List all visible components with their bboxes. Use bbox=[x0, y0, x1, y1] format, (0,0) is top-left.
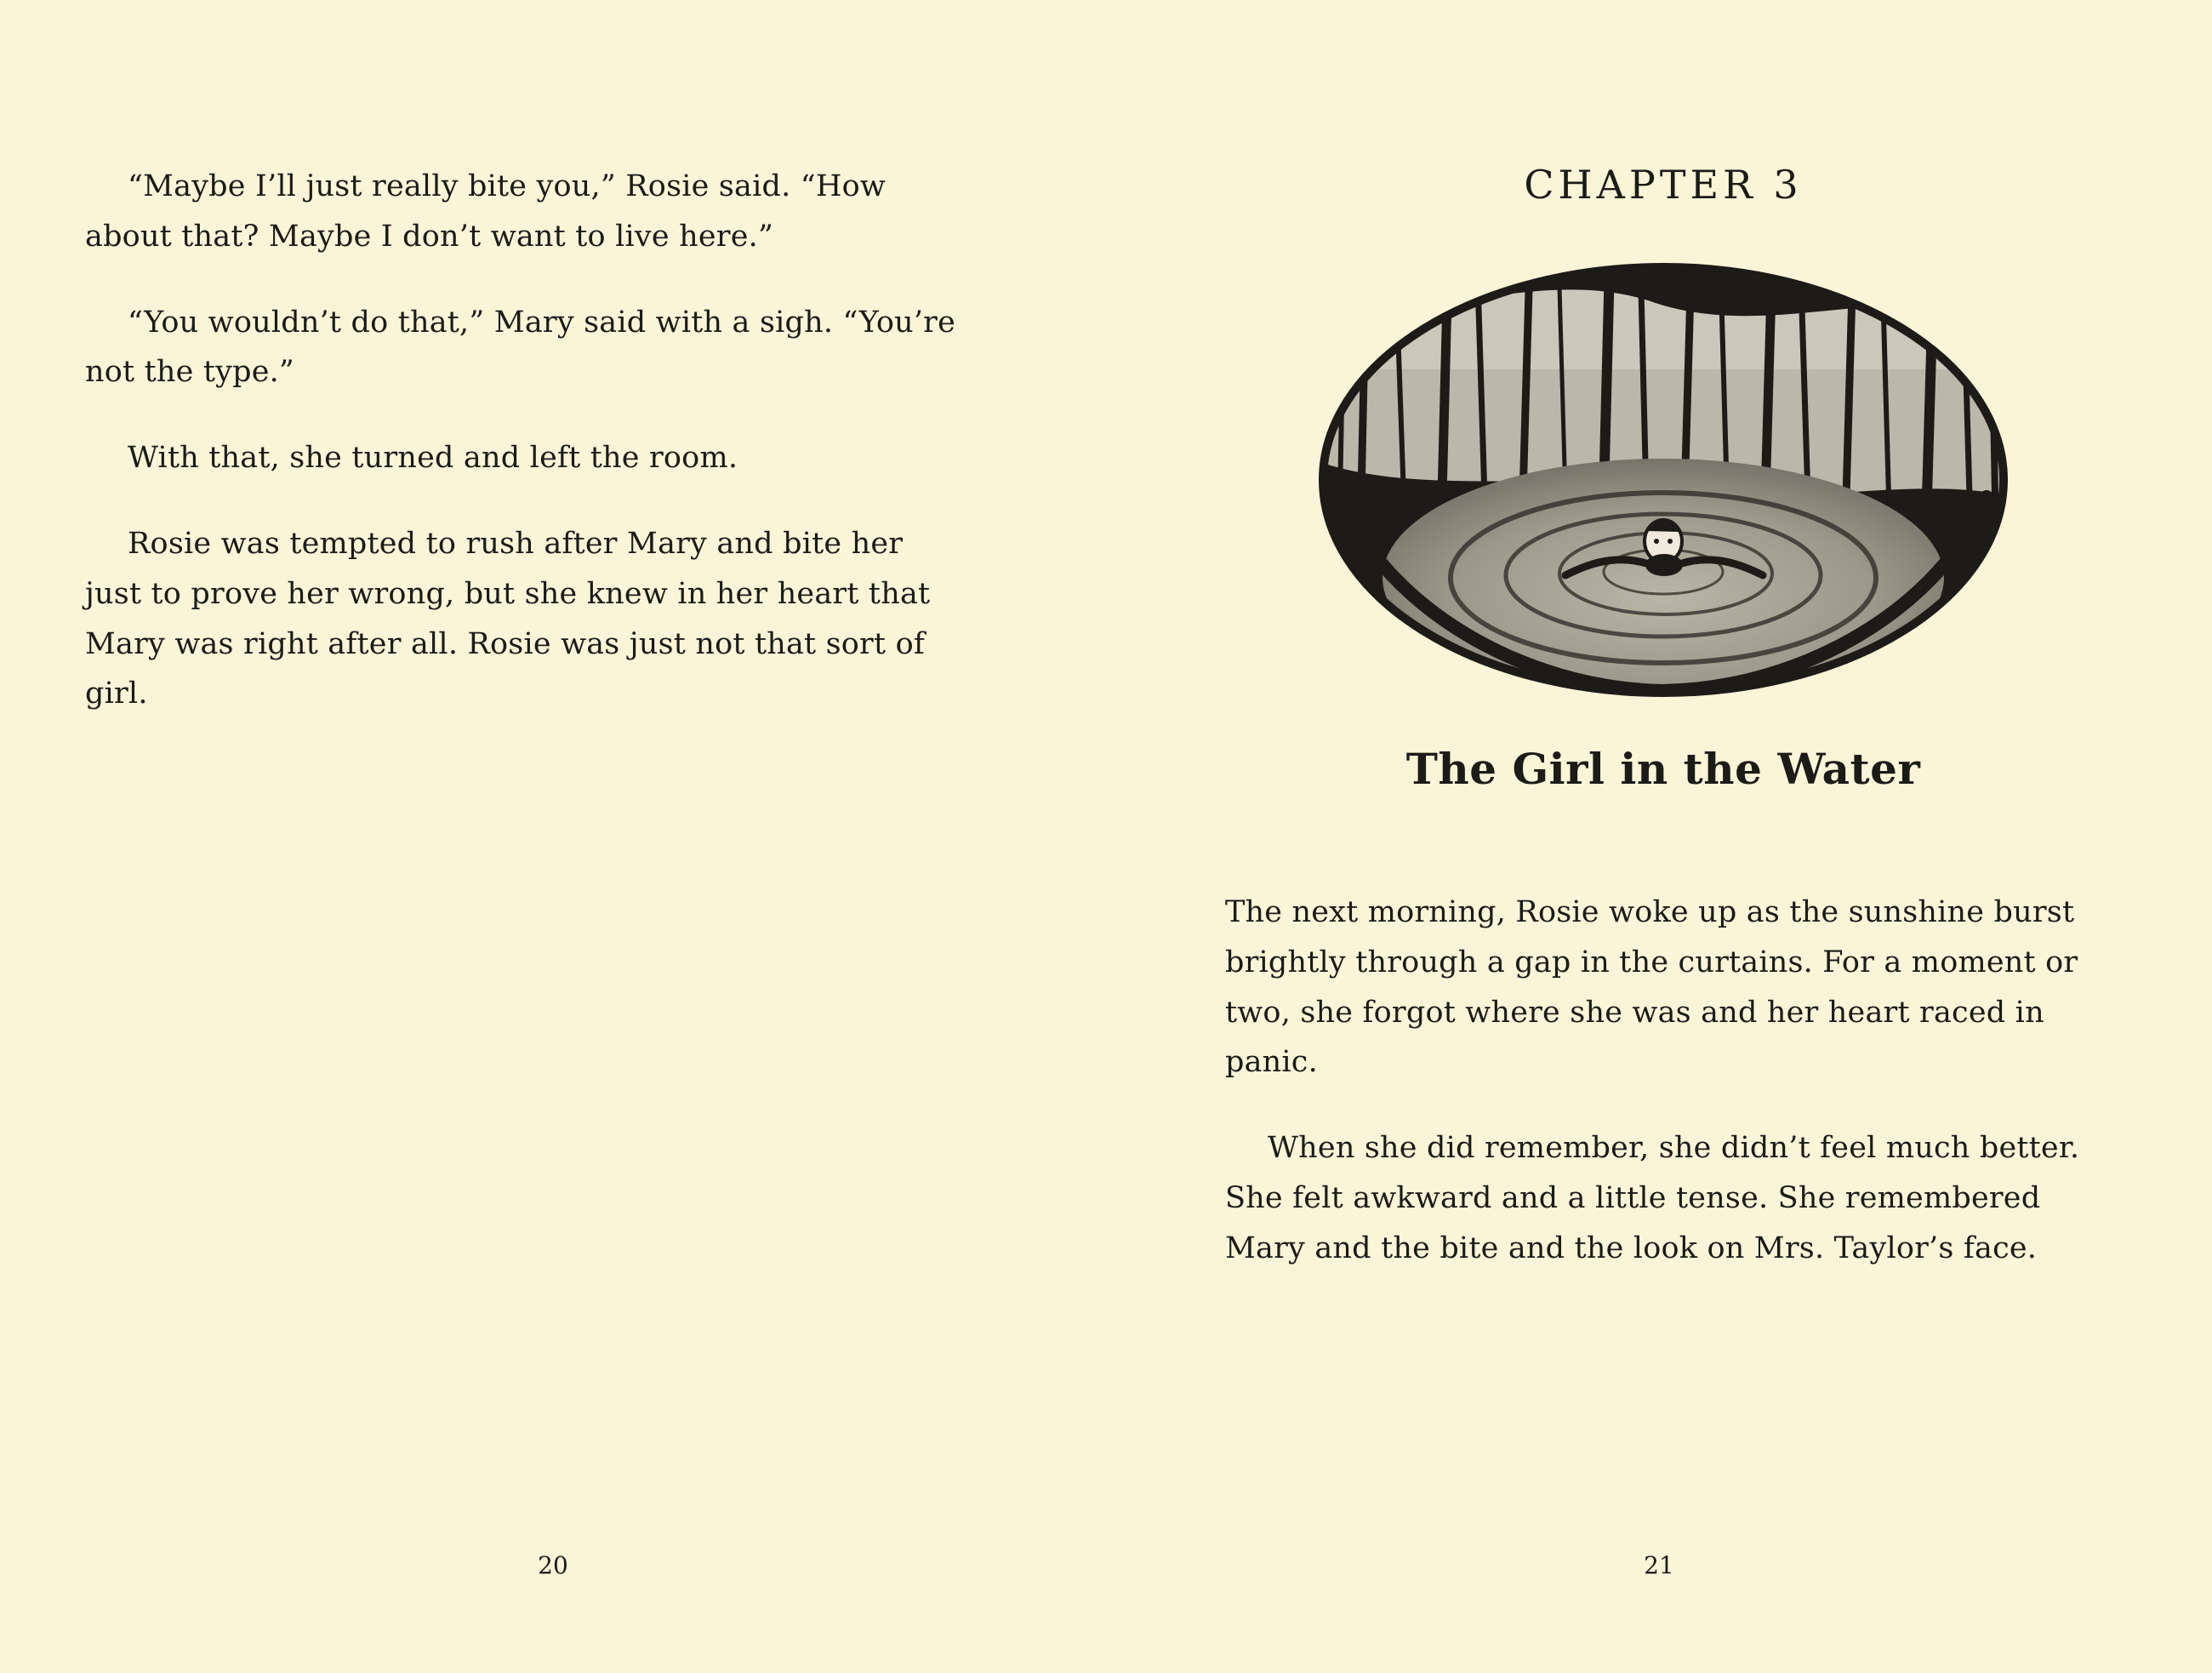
chapter-body bbox=[1225, 888, 2101, 1274]
pond-with-swimming-girl-icon bbox=[1310, 242, 2016, 718]
paragraph: “You wouldn’t do that,” Mary said with a sigh. “You’re not the type.” bbox=[85, 305, 956, 390]
paragraph: “Maybe I’ll just really bite you,” Rosie said. “How about that? Maybe I don’t want to live here.” bbox=[85, 169, 886, 254]
paragraph: When she did remember, she didn’t feel much better. She felt awkward and a little tense. She remembered Mary and the bite and the look on Mrs. Taylor’s face. bbox=[1225, 1131, 2080, 1265]
chapter-title: The Girl in the Water bbox=[1405, 744, 1921, 794]
paragraph: The next morning, Rosie woke up as the sunshine burst brightly through a gap in the curtains. For a moment or two, she forgot where she was and her heart raced in panic. bbox=[1225, 895, 2078, 1080]
paragraph: Rosie was tempted to rush after Mary and bite her just to prove her wrong, but she knew in her heart that Mary was right after all. Rosie was just not that sort of girl. bbox=[85, 526, 931, 711]
paragraph: With that, she turned and left the room. bbox=[128, 441, 738, 476]
right-page bbox=[1106, 0, 2212, 1673]
chapter-label: CHAPTER 3 bbox=[1524, 162, 1803, 208]
page-number: 21 bbox=[1644, 1551, 1674, 1579]
chapter-illustration bbox=[1225, 242, 2101, 718]
page-number: 20 bbox=[538, 1551, 568, 1579]
